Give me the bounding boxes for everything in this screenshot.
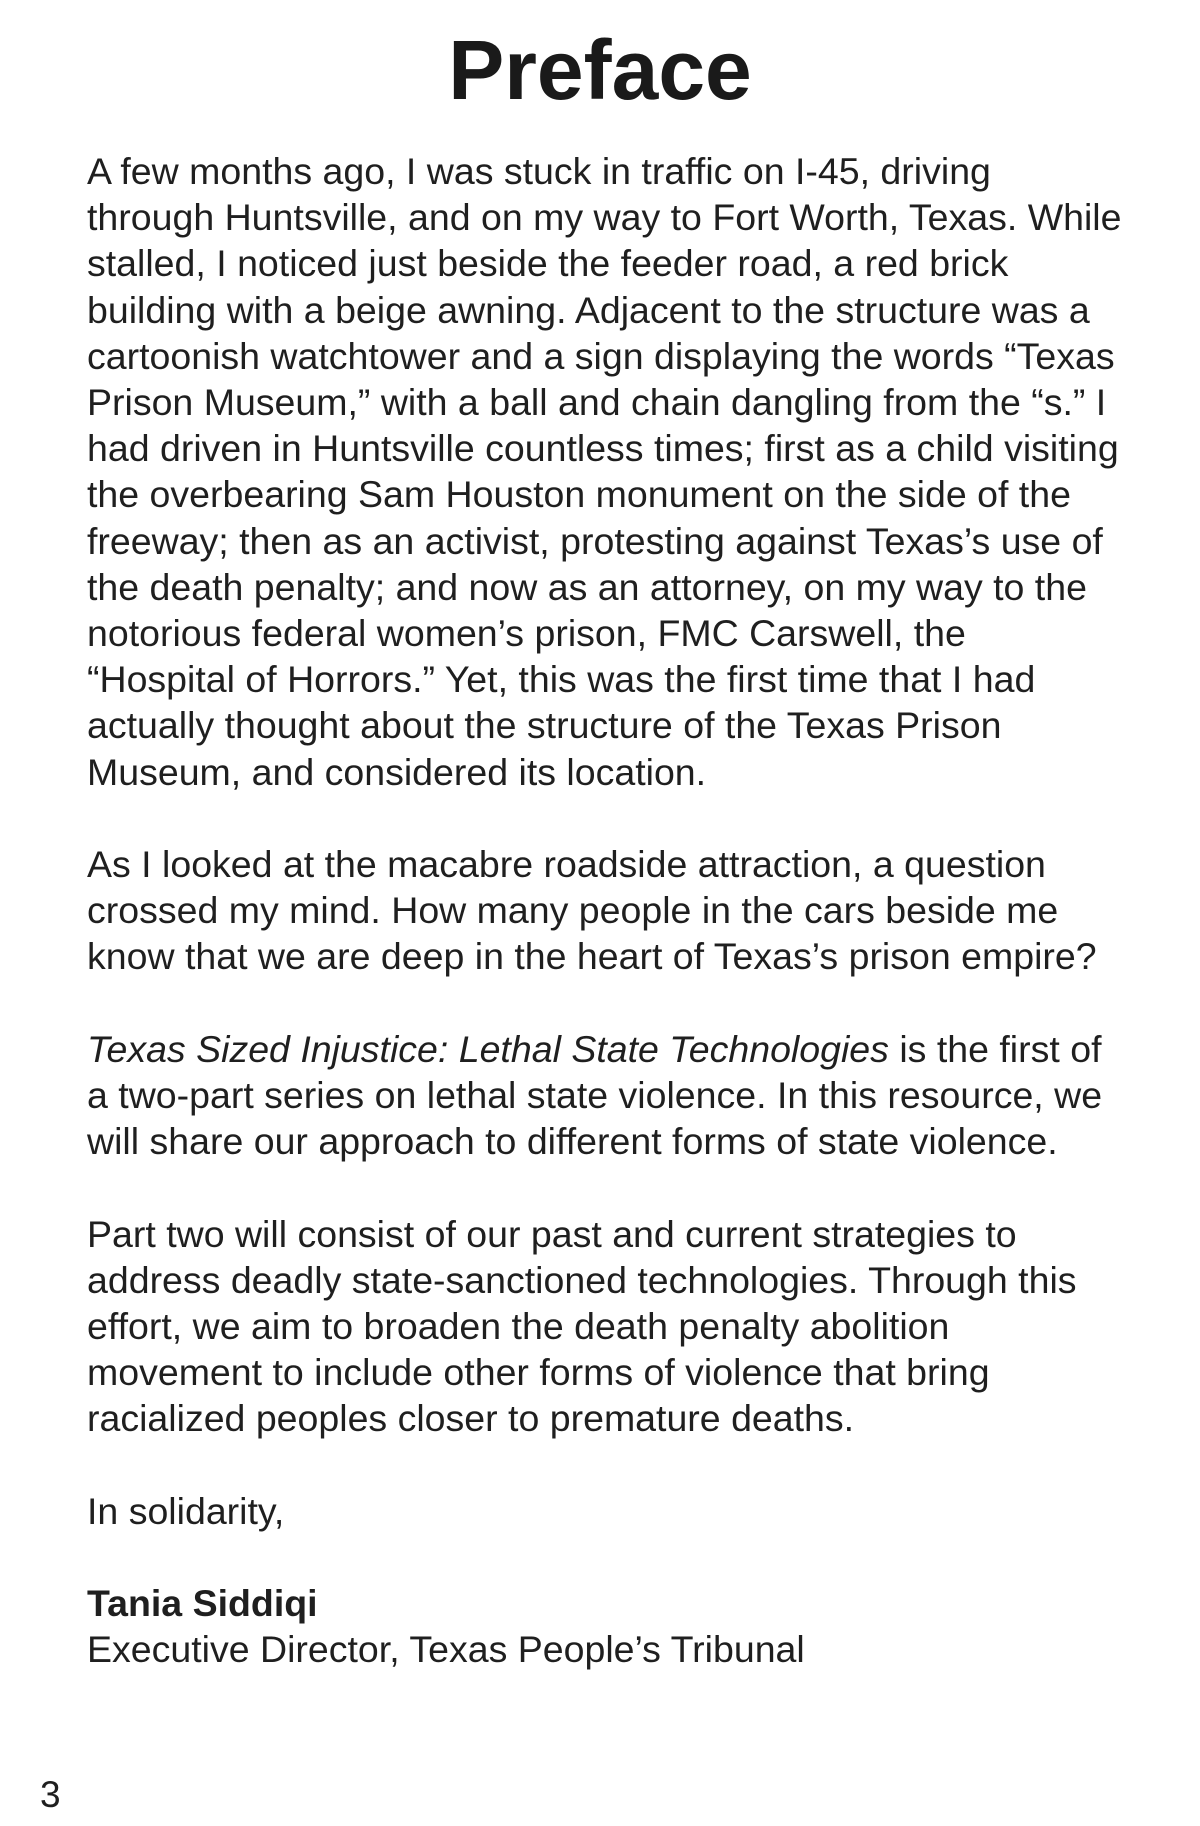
book-title-italic: Texas Sized Injustice: Lethal State Technologies — [87, 1027, 889, 1070]
paragraph-2: As I looked at the macabre roadside attraction, a question crossed my mind. How many people in the cars beside me know that we are deep in the heart of Texas’s prison empire? — [87, 843, 1097, 978]
paragraph-3-text: is the first of a two-part series on lethal state violence. In this resource, we will share our approach to different forms of state violence. — [87, 1027, 1103, 1163]
page-number: 3 — [40, 1774, 61, 1815]
paragraph-3 — [87, 1026, 1122, 1165]
signature-name: Tania Siddiqi — [87, 1582, 318, 1625]
closing-salutation: In solidarity, — [87, 1489, 285, 1532]
paragraph-4: Part two will consist of our past and current strategies to address deadly state-sanctioned technologies. Through this effort, we aim to broaden the death penalty abolition movement to include other forms of violence that bring racialized peoples closer to premature deaths. — [87, 1212, 1077, 1440]
paragraph-1: A few months ago, I was stuck in traffic on I-45, driving through Huntsville, and on my way to Fort Worth, Texas. While stalled, I noticed just beside the feeder road, a red brick building with a beige awning. Adjacent to the structure was a cartoonish watchtower and a sign displaying the words “Texas Prison Museum,” with a ball and chain dangling from the “s.” I had driven in Huntsville countless times; first as a child visiting the overbearing Sam Houston monument on the side of the freeway; then as an activist, protesting against Texas’s use of the death penalty; and now as an attorney, on my way to the notorious federal women’s prison, FMC Carswell, the “Hospital of Horrors.” Yet, this was the first time that I had actually thought about the structure of the Texas Prison Museum, and considered its location. — [87, 150, 1122, 793]
page-title: Preface — [448, 23, 752, 117]
signature-role: Executive Director, Texas People’s Tribunal — [87, 1628, 805, 1671]
preface-body — [87, 148, 1122, 1673]
